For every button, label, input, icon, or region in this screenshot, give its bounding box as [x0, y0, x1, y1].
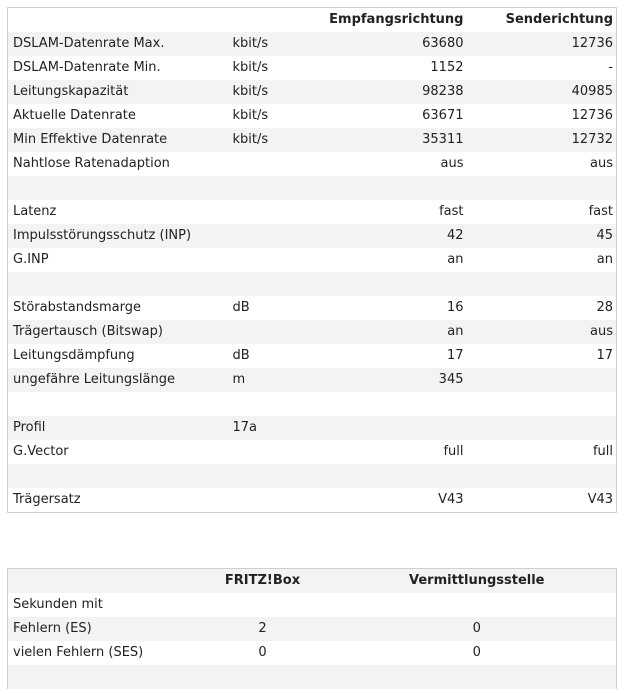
- table-row: [8, 392, 617, 416]
- table-row: [8, 641, 617, 665]
- row-label: Nahtlose Ratenadaption: [13, 156, 170, 171]
- row-value-upstream: fast: [588, 204, 613, 219]
- table-header-row: [8, 569, 617, 594]
- table-row: [8, 32, 617, 56]
- row-value-upstream: 45: [467, 224, 617, 248]
- row-unit: [228, 440, 308, 464]
- row-label: Profil: [8, 416, 228, 440]
- row-value-downstream: fast: [439, 204, 464, 219]
- table-row: [8, 272, 617, 296]
- row-unit: [228, 224, 308, 248]
- table-row: [8, 464, 617, 488]
- header-cell: [8, 569, 188, 594]
- row-label: Min Effektive Datenrate: [8, 128, 228, 152]
- row-value-vermittlungsstelle: 0: [472, 645, 481, 660]
- row-label: Latenz: [13, 204, 57, 219]
- dsl-line-table: [7, 7, 617, 513]
- row-label: Sekunden mit: [13, 597, 103, 612]
- header-vermittlungsstelle: Vermittlungsstelle: [338, 569, 617, 594]
- header-empfangsrichtung: Empfangsrichtung: [329, 12, 464, 27]
- table-row: [8, 617, 617, 641]
- row-value-downstream: full: [443, 444, 464, 459]
- row-label: Aktuelle Datenrate: [13, 108, 136, 123]
- row-value-fritzbox: [188, 665, 338, 689]
- row-value-downstream: [308, 464, 467, 488]
- row-value-downstream: 98238: [308, 80, 467, 104]
- row-value-upstream: [467, 464, 617, 488]
- row-value-downstream: [308, 176, 467, 200]
- row-unit: [228, 152, 308, 176]
- row-value-fritzbox: 2: [188, 617, 338, 641]
- row-value-downstream: [308, 392, 467, 416]
- table-row: [8, 593, 617, 617]
- table-header-row: [8, 8, 617, 33]
- row-value-vermittlungsstelle: [338, 665, 617, 689]
- row-label: G.Vector: [13, 444, 69, 459]
- row-value-upstream: -: [608, 60, 613, 75]
- row-unit: [228, 272, 308, 296]
- error-seconds-table: [7, 568, 617, 689]
- row-value-upstream: V43: [587, 492, 613, 507]
- row-label: ungefähre Leitungslänge: [8, 368, 228, 392]
- row-label: Trägersatz: [13, 492, 81, 507]
- row-value-downstream: 42: [308, 224, 467, 248]
- row-value-downstream: 1152: [430, 60, 464, 75]
- row-value-upstream: [467, 368, 617, 392]
- row-value-downstream: 16: [446, 300, 464, 315]
- row-unit: 17a: [228, 416, 308, 440]
- table-row: [8, 368, 617, 392]
- row-value-upstream: aus: [590, 156, 613, 171]
- row-label: DSLAM-Datenrate Max.: [8, 32, 228, 56]
- row-unit: kbit/s: [228, 32, 308, 56]
- table-row: [8, 80, 617, 104]
- row-unit: dB: [232, 348, 250, 363]
- table-row: [8, 104, 617, 128]
- row-label: Impulsstörungsschutz (INP): [8, 224, 228, 248]
- header-fritzbox: FRITZ!Box: [188, 569, 338, 594]
- row-value-downstream: an: [308, 320, 467, 344]
- row-label: Trägertausch (Bitswap): [8, 320, 228, 344]
- row-value-upstream: 40985: [467, 80, 617, 104]
- row-value-downstream: aus: [440, 156, 464, 171]
- row-unit: kbit/s: [232, 60, 269, 75]
- row-unit: [228, 176, 308, 200]
- row-value-upstream: an: [596, 252, 613, 267]
- row-value-upstream: 12736: [467, 32, 617, 56]
- row-value-downstream: 35311: [308, 128, 467, 152]
- table-row: [8, 488, 617, 513]
- row-label: Fehlern (ES): [8, 617, 188, 641]
- header-cell: [8, 8, 228, 33]
- row-value-downstream: [308, 272, 467, 296]
- row-unit: kbit/s: [228, 80, 308, 104]
- row-value-downstream: 17: [446, 348, 464, 363]
- row-unit: [228, 464, 308, 488]
- row-label: vielen Fehlern (SES): [13, 645, 144, 660]
- table-row: [8, 344, 617, 368]
- row-value-upstream: [467, 392, 617, 416]
- row-unit: [228, 320, 308, 344]
- row-label: Leitungsdämpfung: [13, 348, 135, 363]
- row-label: G.INP: [13, 252, 49, 267]
- row-label: [8, 665, 188, 689]
- table-row: [8, 320, 617, 344]
- row-value-downstream: 345: [308, 368, 467, 392]
- row-label: [8, 176, 228, 200]
- table-row: [8, 56, 617, 80]
- row-label: Leitungskapazität: [8, 80, 228, 104]
- row-unit: [228, 200, 308, 224]
- row-value-upstream: 28: [596, 300, 613, 315]
- row-value-fritzbox: [188, 593, 338, 617]
- row-unit: m: [228, 368, 308, 392]
- table-row: [8, 176, 617, 200]
- row-value-upstream: aus: [467, 320, 617, 344]
- row-value-downstream: 63680: [308, 32, 467, 56]
- table-row: [8, 128, 617, 152]
- table-row: [8, 152, 617, 176]
- table-row: [8, 224, 617, 248]
- row-value-upstream: 17: [596, 348, 613, 363]
- table-row: [8, 665, 617, 689]
- row-value-upstream: full: [592, 444, 613, 459]
- row-value-vermittlungsstelle: 0: [338, 617, 617, 641]
- header-cell: [228, 8, 308, 33]
- table-row: [8, 416, 617, 440]
- row-unit: [228, 488, 308, 513]
- row-value-downstream: V43: [438, 492, 464, 507]
- row-value-downstream: an: [447, 252, 464, 267]
- row-unit: kbit/s: [228, 128, 308, 152]
- table-row: [8, 200, 617, 224]
- header-senderichtung: Senderichtung: [505, 12, 613, 27]
- row-label: [8, 272, 228, 296]
- row-value-upstream: [467, 176, 617, 200]
- row-label: [8, 392, 228, 416]
- row-label: Störabstandsmarge: [13, 300, 141, 315]
- row-value-upstream: 12732: [467, 128, 617, 152]
- row-unit: kbit/s: [232, 108, 269, 123]
- table-row: [8, 248, 617, 272]
- row-value-downstream: 63671: [422, 108, 464, 123]
- table-row: [8, 296, 617, 320]
- row-value-downstream: [308, 416, 467, 440]
- row-value-vermittlungsstelle: [338, 593, 617, 617]
- row-label: DSLAM-Datenrate Min.: [13, 60, 161, 75]
- row-unit: [228, 392, 308, 416]
- row-unit: [228, 248, 308, 272]
- row-value-upstream: 12736: [571, 108, 613, 123]
- row-value-fritzbox: 0: [258, 645, 267, 660]
- table-row: [8, 440, 617, 464]
- row-value-upstream: [467, 416, 617, 440]
- row-label: [8, 464, 228, 488]
- row-unit: dB: [232, 300, 250, 315]
- row-value-upstream: [467, 272, 617, 296]
